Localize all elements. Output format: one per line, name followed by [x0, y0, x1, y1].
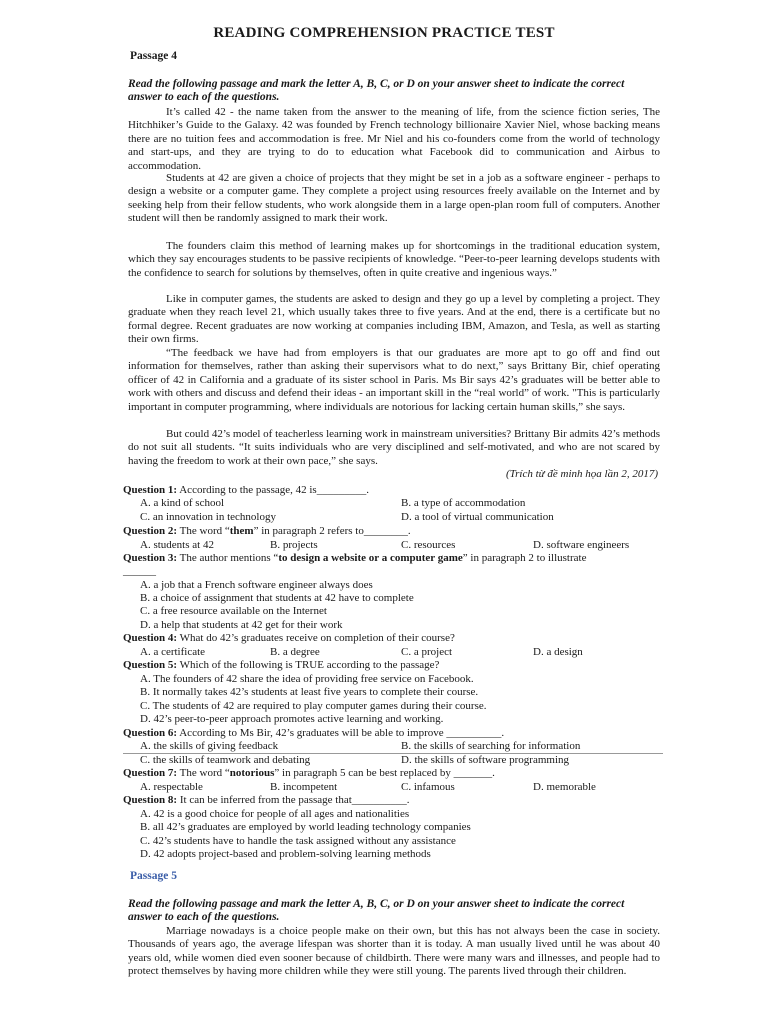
passage-4-paragraph-3: The founders claim this method of learning makes up for shortcomings in the traditional education system, which they say encourages students to be passive recipients of knowledge. “Peer-to-peer learning develops students with the confidence to search for solutions by themselves, often in quite creative and ingenious ways.” — [128, 240, 660, 279]
question-4-option-a[interactable]: A. a certificate — [140, 646, 206, 658]
question-7-option-d[interactable]: D. memorable — [533, 781, 596, 793]
question-8-option-a[interactable]: A. 42 is a good choice for people of all ages and nationalities — [140, 808, 410, 820]
question-3-option-c[interactable]: C. a free resource available on the Internet — [140, 605, 327, 617]
page-title: READING COMPREHENSION PRACTICE TEST — [213, 25, 555, 41]
question-6: Question 6: According to Ms Bir, 42’s graduates will be able to improve __________. — [123, 727, 505, 739]
question-4: Question 4: What do 42’s graduates receive on completion of their course? — [123, 632, 455, 644]
passage-4-paragraph-5: “The feedback we have had from employers is that our graduates are more apt to go off and find out information for themselves, rather than asking their supervisors what to do next,” says Brittany Bir, chief operating officer of 42 in California and a graduate of its sister school in Paris. Ms Bir says 42’s graduates will be better able to work with others and discuss and defend their ideas - an important skill in the “real world” of work. "This is particularly important in computer programming, where individuals are notorious for lacking certain human skills,” she says. — [128, 347, 660, 413]
question-1-option-d[interactable]: D. a tool of virtual communication — [401, 511, 554, 523]
passage-4-paragraph-2: Students at 42 are given a choice of projects that they might be set in a job as a software engineer - perhaps to design a website or a computer game. They complete a project using resources freely available on the Internet and by seeking help from their fellow students, who work alongside them in a large open-plan room full of computers. Another student will then be randomly assigned to mark their work. — [128, 172, 660, 225]
passage-source: (Trích từ đề minh họa lần 2, 2017) — [505, 468, 658, 480]
question-3-option-d[interactable]: D. a help that students at 42 get for their work — [140, 619, 343, 631]
question-6-option-b[interactable]: B. the skills of searching for information — [401, 740, 581, 752]
question-7-option-c[interactable]: C. infamous — [401, 781, 455, 793]
question-1: Question 1: According to the passage, 42 is_________. — [123, 484, 369, 496]
passage-5-instruction: Read the following passage and mark the letter A, B, C, or D on your answer sheet to indicate the correct answer to each of the questions. — [128, 898, 625, 923]
passage-4-paragraph-4: Like in computer games, the students are asked to design and they go up a level by completing a project. They graduate when they reach level 21, which usually takes three to five years. And at the end, there is a certificate but no formal degree. Recent graduates are now working at companies including IBM, Amazon, and Tesla, as well as starting their own firms. — [128, 293, 660, 346]
question-2-option-b[interactable]: B. projects — [270, 539, 318, 551]
question-1-option-b[interactable]: B. a type of accommodation — [401, 497, 526, 509]
question-8: Question 8: It can be inferred from the passage that__________. — [123, 794, 410, 806]
question-4-option-b[interactable]: B. a degree — [270, 646, 320, 658]
question-7-option-b[interactable]: B. incompetent — [270, 781, 338, 793]
question-5: Question 5: Which of the following is TRUE according to the passage? — [123, 659, 440, 671]
passage-5-label: Passage 5 — [130, 870, 177, 882]
question-3: Question 3: The author mentions “to design a website or a computer game” in paragraph 2 to illustrate — [123, 552, 587, 564]
question-5-option-d[interactable]: D. 42’s peer-to-peer approach promotes active learning and working. — [140, 713, 444, 725]
question-7: Question 7: The word “notorious” in paragraph 5 can be best replaced by _______. — [123, 767, 495, 779]
question-8-option-d[interactable]: D. 42 adopts project-based and problem-solving learning methods — [140, 848, 431, 860]
passage-4-instruction: Read the following passage and mark the letter A, B, C, or D on your answer sheet to indicate the correct answer to each of the questions. — [128, 78, 625, 103]
question-1-option-a[interactable]: A. a kind of school — [140, 497, 225, 509]
passage-4-paragraph-1: It’s called 42 - the name taken from the answer to the meaning of life, from the science fiction series, The Hitchhiker’s Guide to the Galaxy. 42 was founded by French technology billionaire Xavier Niel, whose backing means there are no tuition fees and accommodation is free. Mr Niel and his co-founders come from the world of technology and start-ups, and they are trying to do to education what Facebook did to communication and Airbus to accommodation. — [128, 106, 660, 172]
question-2-option-c[interactable]: C. resources — [401, 539, 456, 551]
passage-4-label: Passage 4 — [130, 50, 177, 62]
question-3-option-a[interactable]: A. a job that a French software engineer always does — [140, 579, 373, 591]
question-5-option-b[interactable]: B. It normally takes 42’s students at least five years to complete their course. — [140, 686, 479, 698]
question-3-option-b[interactable]: B. a choice of assignment that students at 42 have to complete — [140, 592, 414, 604]
question-5-option-c[interactable]: C. The students of 42 are required to play computer games during their course. — [140, 700, 487, 712]
question-4-option-d[interactable]: D. a design — [533, 646, 583, 658]
question-6-option-a[interactable]: A. the skills of giving feedback — [140, 740, 279, 752]
question-8-option-b[interactable]: B. all 42’s graduates are employed by world leading technology companies — [140, 821, 471, 833]
question-4-option-c[interactable]: C. a project — [401, 646, 453, 658]
question-5-option-a[interactable]: A. The founders of 42 share the idea of providing free service on Facebook. — [140, 673, 474, 685]
question-1-option-c[interactable]: C. an innovation in technology — [140, 511, 276, 523]
passage-5-paragraph-1: Marriage nowadays is a choice people make on their own, but this has not always been the case in society. Thousands of years ago, the average lifespan was shorter than it is today. A man usually lived until he was about 40 years old, while women died even sooner because of childbirth. There were many wars and illnesses, and people had to protect themselves by having more children while they were still young. The parents lived through their children. — [128, 925, 660, 978]
question-7-option-a[interactable]: A. respectable — [140, 781, 203, 793]
question-2-option-a[interactable]: A. students at 42 — [140, 539, 214, 551]
question-3-blank: ______ — [123, 565, 156, 577]
passage-4-paragraph-6: But could 42’s model of teacherless learning work in mainstream universities? Brittany Bir admits 42’s methods do not suit all students. “It suits individuals who are very disciplined and self-motivated, and who are not scared by having the freedom to work at their own pace,” she says. — [128, 428, 660, 467]
question-6-option-d[interactable]: D. the skills of software programming — [401, 754, 570, 766]
question-8-option-c[interactable]: C. 42’s students have to handle the task assigned without any assistance — [140, 835, 456, 847]
question-6-option-c[interactable]: C. the skills of teamwork and debating — [140, 754, 311, 766]
question-2: Question 2: The word “them” in paragraph 2 refers to________. — [123, 525, 411, 537]
question-2-option-d[interactable]: D. software engineers — [533, 539, 630, 551]
